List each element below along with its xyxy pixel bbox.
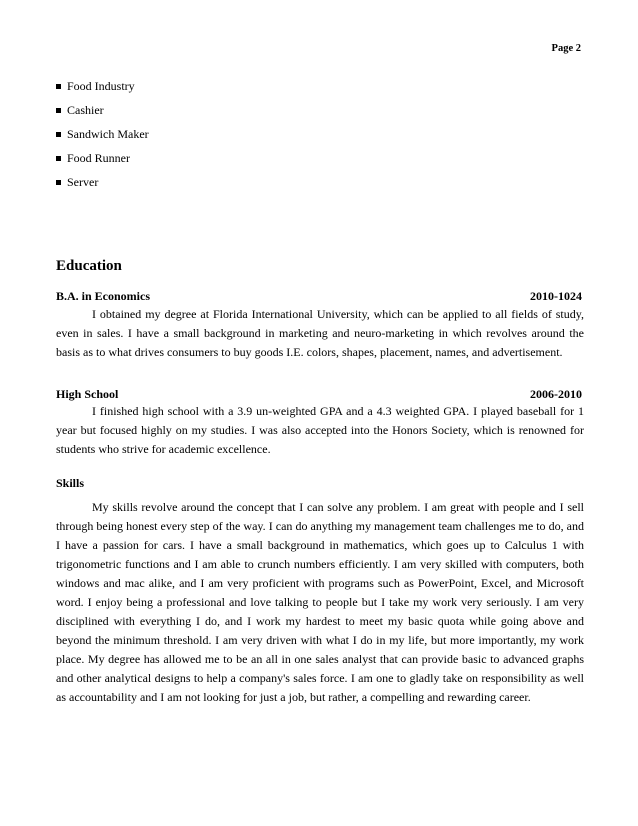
skills-description: My skills revolve around the concept that I can solve any problem. I am great with people and I sell through being honest every step of the way. I can do anything my management team challenges me to do, and I have a passion for cars. I have a small background in mathematics, which goes up to Calculus 1 with trigonometric functions and I am able to crunch numbers efficiently. I am very skilled with computers, both windows and mac alike, and I am very proficient with programs such as PowerPoint, Excel, and Microsoft word. I enjoy being a professional and love talking to people but I take my work very seriously. I am very disciplined with everything I do, and I work my hardest to meet my basic quota while going above and beyond the minimum threshold. I am very driven with what I do in my life, but more importantly, my work place. My degree has allowed me to be an all in one sales analyst that can provide basic to advanced graphs and other analytical designs to help a company's sales force. I am one to gladly take on responsibility as well as accountability and I am not looking for just a job, but rather, a compelling and rewarding career.: [56, 500, 584, 704]
bullet-text: Food Industry: [67, 79, 135, 93]
experience-bullet-list: [56, 74, 149, 194]
degree-years: 2006-2010: [530, 387, 582, 401]
bullet-text: Server: [67, 175, 99, 189]
square-bullet-icon: [56, 132, 61, 137]
degree-title: High School: [56, 387, 119, 401]
bullet-text: Sandwich Maker: [67, 127, 149, 141]
square-bullet-icon: [56, 108, 61, 113]
education-entry-header: [56, 387, 582, 402]
list-item: [56, 170, 149, 194]
page-number: Page 2: [551, 43, 581, 54]
list-item: [56, 122, 149, 146]
square-bullet-icon: [56, 84, 61, 89]
list-item: [56, 98, 149, 122]
square-bullet-icon: [56, 156, 61, 161]
square-bullet-icon: [56, 180, 61, 185]
skills-heading: Skills: [56, 476, 85, 490]
degree-title: B.A. in Economics: [56, 289, 151, 303]
list-item: [56, 146, 149, 170]
degree-years: 2010-1024: [530, 289, 582, 303]
bullet-text: Cashier: [67, 103, 104, 117]
education-entry-header: [56, 289, 582, 304]
bullet-text: Food Runner: [67, 151, 130, 165]
education-description: I obtained my degree at Florida International University, which can be applied to all fields of study, even in sales. I have a small background in marketing and neuro-marketing in which revolves around the basis as to what drives consumers to buy goods I.E. colors, shapes, placement, names, and advertisement.: [56, 307, 584, 359]
education-heading: Education: [56, 258, 122, 274]
list-item: [56, 74, 149, 98]
education-description: I finished high school with a 3.9 un-weighted GPA and a 4.3 weighted GPA. I played baseball for 1 year but focused highly on my studies. I was also accepted into the Honors Society, which is renowned for students who strive for academic excellence.: [56, 404, 584, 456]
